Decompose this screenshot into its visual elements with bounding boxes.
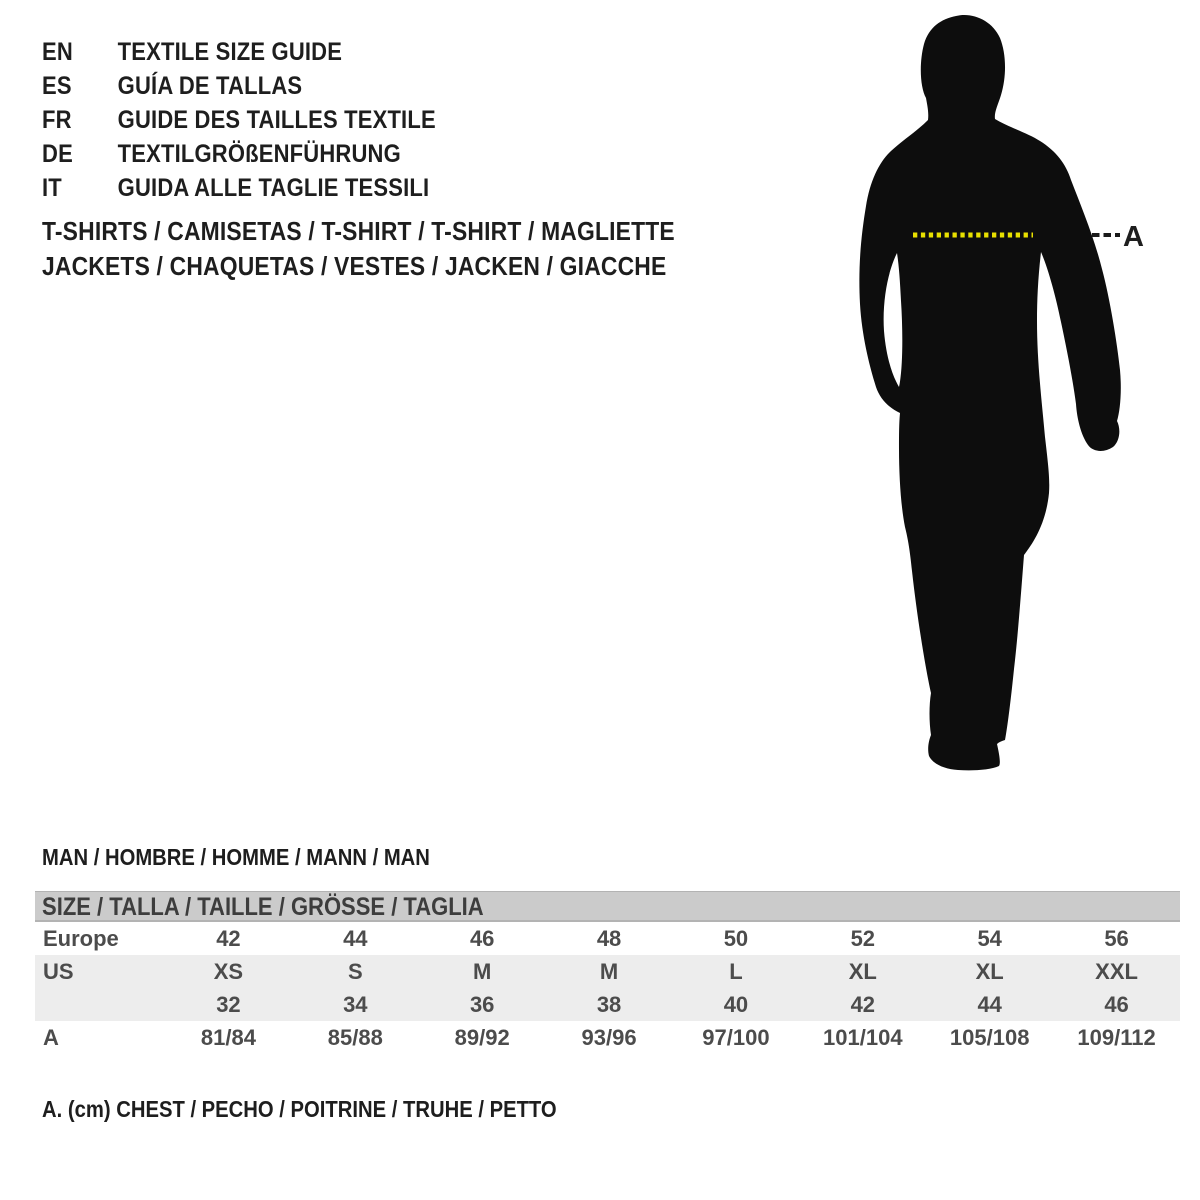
size-table-row-europe	[35, 922, 1180, 955]
size-cell: 52	[850, 925, 876, 951]
size-cell: 46	[1104, 991, 1129, 1017]
size-table-row-a	[35, 1021, 1180, 1054]
measurement-legend: A. (cm) CHEST / PECHO / POITRINE / TRUHE / PETTO	[42, 1096, 557, 1122]
size-table-header-label: SIZE / TALLA / TAILLE / GRÖSSE / TAGLIA	[42, 893, 484, 921]
size-cell: 81/84	[200, 1024, 256, 1050]
language-row	[42, 35, 436, 69]
row-label: Europe	[43, 925, 119, 951]
language-title: GUÍA DE TALLAS	[117, 71, 303, 100]
language-row	[42, 103, 436, 137]
language-row	[42, 137, 436, 171]
size-cell: 34	[343, 991, 368, 1017]
size-table-body	[35, 922, 1180, 1054]
language-code: DE	[42, 139, 73, 168]
row-label: US	[43, 958, 74, 984]
size-cell: 89/92	[454, 1024, 510, 1050]
row-label: A	[43, 1024, 59, 1050]
size-cell: 105/108	[949, 1024, 1030, 1050]
size-cell: 40	[723, 991, 749, 1017]
language-title: GUIDA ALLE TAGLIE TESSILI	[117, 173, 430, 202]
size-table	[35, 891, 1180, 1054]
size-table-row-numeric	[35, 988, 1180, 1021]
size-cell: 56	[1104, 925, 1129, 951]
language-code: EN	[42, 37, 73, 66]
category-list	[42, 214, 675, 284]
man-silhouette	[859, 15, 1120, 770]
size-table-header	[35, 891, 1180, 922]
size-cell: 42	[216, 925, 241, 951]
language-code: ES	[42, 71, 72, 100]
size-cell: 93/96	[581, 1024, 637, 1050]
size-cell: 32	[216, 991, 241, 1017]
language-code: FR	[42, 105, 72, 134]
section-title-man: MAN / HOMBRE / HOMME / MANN / MAN	[42, 844, 430, 870]
size-cell: XL	[848, 958, 877, 984]
language-row	[42, 171, 436, 205]
size-cell: 85/88	[327, 1024, 383, 1050]
size-cell: XS	[213, 958, 244, 984]
size-cell: 44	[343, 925, 368, 951]
size-cell: 97/100	[702, 1024, 770, 1050]
size-cell: 54	[977, 925, 1002, 951]
size-cell: 36	[469, 991, 495, 1017]
size-cell: M	[473, 958, 492, 984]
category-line-jackets: JACKETS / CHAQUETAS / VESTES / JACKEN / GIACCHE	[42, 251, 667, 281]
language-code: IT	[42, 173, 62, 202]
size-cell: XXL	[1095, 958, 1138, 984]
size-cell: 109/112	[1077, 1024, 1156, 1050]
size-cell: 38	[596, 991, 622, 1017]
size-cell: 42	[850, 991, 876, 1017]
size-cell: 48	[596, 925, 622, 951]
size-cell: 46	[469, 925, 495, 951]
man-silhouette-figure	[850, 8, 1150, 785]
size-table-row-us	[35, 955, 1180, 988]
category-line-tshirts: T-SHIRTS / CAMISETAS / T-SHIRT / T-SHIRT / MAGLIETTE	[42, 216, 675, 246]
size-cell: 44	[977, 991, 1002, 1017]
size-cell: S	[347, 958, 363, 984]
size-cell: XL	[975, 958, 1004, 984]
size-cell: M	[599, 958, 619, 984]
size-cell: 50	[723, 925, 749, 951]
language-title: TEXTILGRÖßENFÜHRUNG	[117, 139, 401, 168]
size-cell: 101/104	[823, 1024, 903, 1050]
language-title-list	[42, 35, 436, 205]
language-title: GUIDE DES TAILLES TEXTILE	[117, 105, 436, 134]
language-title: TEXTILE SIZE GUIDE	[117, 37, 343, 66]
size-cell: L	[729, 958, 743, 984]
language-row	[42, 69, 436, 103]
measure-label-a: A	[1123, 221, 1144, 253]
